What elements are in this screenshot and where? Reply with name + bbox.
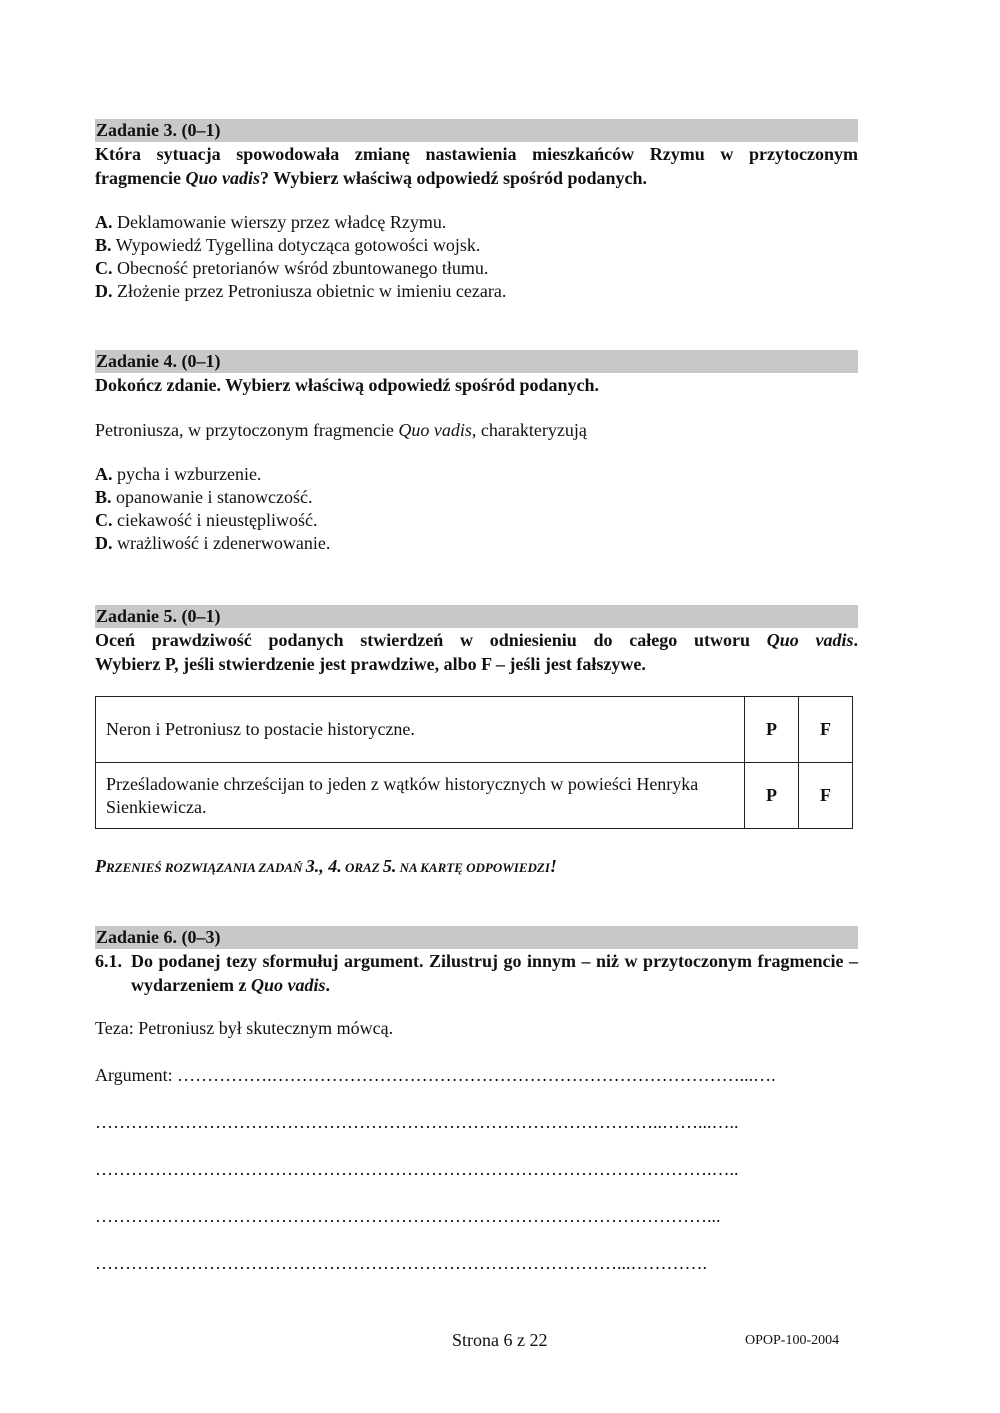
transfer-text: NA KARTĘ ODPOWIEDZI: [396, 860, 550, 875]
exclamation: !: [549, 856, 557, 876]
stem-title: Quo vadis: [398, 420, 472, 440]
task-4-option-c[interactable]: [95, 509, 858, 532]
task-number: 4.: [328, 856, 342, 876]
task-3-question-line-2: [95, 166, 858, 190]
true-option[interactable]: P: [745, 763, 799, 829]
option-letter: A.: [95, 464, 113, 484]
task-4-option-b[interactable]: [95, 486, 858, 509]
option-letter: D.: [95, 533, 113, 553]
task-5-header: Zadanie 5. (0–1): [95, 605, 858, 628]
option-letter: A.: [95, 212, 113, 232]
subtask-text-part: Do podanej tezy sformułuj argument. Zilustruj go innym – niż w przytoczonym fragmencie – wydarzeniem z: [131, 951, 858, 995]
subtask-text-end: .: [325, 975, 330, 995]
q-title: Quo vadis: [766, 630, 854, 650]
argument-label: Argument:: [95, 1065, 178, 1085]
true-option[interactable]: P: [745, 697, 799, 763]
task-3-q-text: fragmencie: [95, 168, 186, 188]
task-4: [95, 350, 858, 555]
statement-cell: Neron i Petroniusz to postacie historyczne.: [96, 697, 745, 763]
statement-cell: Prześladowanie chrześcijan to jeden z wątków historycznych w powieści Henryka Sienkiewicza.: [96, 763, 745, 829]
option-text: opanowanie i stanowczość.: [111, 487, 313, 507]
answer-dots: …………….……………………………………………………………………...….: [177, 1065, 776, 1085]
option-text: pycha i wzburzenie.: [112, 464, 262, 484]
task-3-option-c[interactable]: [95, 257, 858, 280]
argument-answer-line[interactable]: [95, 1064, 858, 1087]
task-4-instruction: Dokończ zdanie. Wybierz właściwą odpowiedź spośród podanych.: [95, 375, 600, 395]
task-3-option-d[interactable]: [95, 280, 858, 303]
transfer-initial: P: [95, 856, 106, 876]
option-letter: B.: [95, 235, 112, 255]
option-text: Obecność pretorianów wśród zbuntowanego tłumu.: [112, 258, 489, 278]
task-3-header: Zadanie 3. (0–1): [95, 119, 858, 142]
task-3-question-line-1: Która sytuacja spowodowała zmianę nastawienia mieszkańców Rzymu w przytoczonym: [95, 144, 858, 164]
false-option[interactable]: F: [799, 763, 853, 829]
thesis: Teza: Petroniusz był skutecznym mówcą.: [95, 1018, 394, 1038]
task-3-question: [95, 142, 858, 190]
subtask-title: Quo vadis: [250, 975, 326, 995]
task-4-option-a[interactable]: [95, 463, 858, 486]
task-3-option-a[interactable]: [95, 211, 858, 234]
task-number: 3.: [305, 856, 320, 876]
q-text-end: .: [853, 630, 859, 650]
task-4-header: Zadanie 4. (0–1): [95, 350, 858, 373]
option-text: Deklamowanie wierszy przez władcę Rzymu.: [112, 212, 447, 232]
option-text: Wypowiedź Tygellina dotycząca gotowości wojsk.: [111, 235, 481, 255]
stem-text: Petroniusza, w przytoczonym fragmencie: [95, 420, 399, 440]
transfer-text: ORAZ: [341, 860, 383, 875]
table-row: [96, 763, 853, 829]
task-4-option-d[interactable]: [95, 532, 858, 555]
task-5-question-line-1: [95, 628, 858, 652]
separator: ,: [319, 856, 329, 876]
task-5-question: [95, 628, 858, 676]
option-text: wrażliwość i zdenerwowanie.: [112, 533, 331, 553]
subtask-number: 6.1.: [95, 951, 122, 971]
option-letter: D.: [95, 281, 113, 301]
answer-line[interactable]: …………………………………………………………………………………..……...…..: [95, 1112, 739, 1132]
exam-code: OPOP-100-2004: [745, 1333, 840, 1348]
answer-line[interactable]: ………………………………………………………………………………………….…..: [95, 1159, 739, 1179]
task-6: [95, 926, 858, 1275]
false-option[interactable]: F: [799, 697, 853, 763]
option-letter: B.: [95, 487, 112, 507]
task-number: 5.: [382, 856, 397, 876]
task-3-option-b[interactable]: [95, 234, 858, 257]
task-3-q-title: Quo vadis: [185, 168, 260, 188]
option-letter: C.: [95, 258, 113, 278]
task-3-q-text-end: ? Wybierz właściwą odpowiedź spośród podanych.: [259, 168, 648, 188]
answer-line[interactable]: …………………………………………………………………………………………...: [95, 1206, 721, 1226]
task-3: [95, 119, 858, 303]
subtask-text: [131, 949, 858, 997]
task-4-stem: [95, 419, 858, 442]
table-row: [96, 697, 853, 763]
task-6-header: Zadanie 6. (0–3): [95, 926, 858, 949]
answer-line[interactable]: ……………………………………………………………………………...………….: [95, 1253, 707, 1273]
stem-text-end: , charakteryzują: [471, 420, 587, 440]
true-false-table: [95, 696, 853, 829]
q-text: Oceń prawdziwość podanych stwierdzeń w odniesieniu do całego utworu: [95, 630, 767, 650]
transfer-note: [95, 856, 858, 877]
option-letter: C.: [95, 510, 113, 530]
task-6-1-question: [95, 949, 858, 997]
option-text: Złożenie przez Petroniusza obietnic w imieniu cezara.: [112, 281, 507, 301]
option-text: ciekawość i nieustępliwość.: [112, 510, 318, 530]
task-5-question-line-2: Wybierz P, jeśli stwierdzenie jest prawdziwe, albo F – jeśli jest fałszywe.: [95, 654, 646, 674]
transfer-text: RZENIEŚ ROZWIĄZANIA ZADAŃ: [106, 860, 306, 875]
task-5: [95, 605, 858, 829]
page-number: Strona 6 z 22: [452, 1330, 548, 1350]
